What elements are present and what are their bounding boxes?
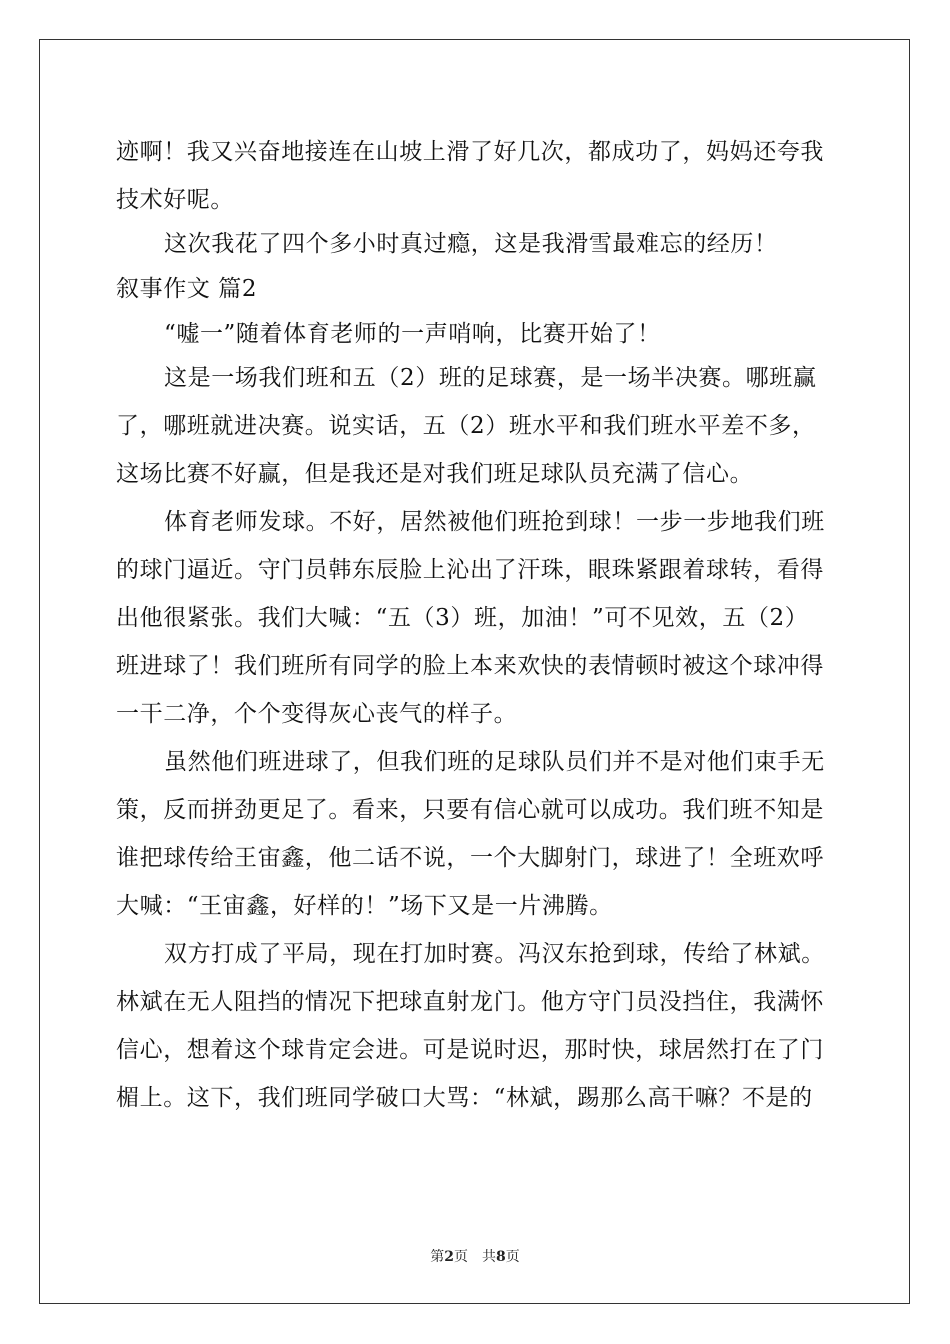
document-body bbox=[116, 128, 836, 1122]
text-line: 技术好呢。 bbox=[116, 187, 234, 213]
paragraph-start-line: 虽然他们班进球了，但我们班的足球队员们并不是对他们束手无 bbox=[164, 749, 825, 775]
paragraph-start-line: 体育老师发球。不好，居然被他们班抢到球！一步一步地我们班 bbox=[164, 509, 825, 535]
text-line: 信心，想着这个球肯定会进。可是说时迟，那时快，球居然打在了门 bbox=[116, 1037, 824, 1063]
text-line: 迹啊！我又兴奋地接连在山坡上滑了好几次，都成功了，妈妈还夸我 bbox=[116, 139, 824, 165]
page-label-suffix: 页 bbox=[505, 1249, 520, 1265]
text-line: 楣上。这下，我们班同学破口大骂：“林斌，踢那么高干嘛？不是的 bbox=[116, 1085, 813, 1111]
text-line: 大喊：“王宙鑫，好样的！”场下又是一片沸腾。 bbox=[116, 893, 613, 919]
paragraph-start-line: “嘘一”随着体育老师的一声哨响，比赛开始了！ bbox=[164, 321, 661, 347]
paragraph-start-line: 这次我花了四个多小时真过瘾，这是我滑雪最难忘的经历！ bbox=[164, 231, 778, 257]
text-line: 班进球了！我们班所有同学的脸上本来欢快的表情顿时被这个球冲得 bbox=[116, 653, 824, 679]
total-page-number: 8 bbox=[496, 1249, 506, 1265]
paragraph-start-line: 双方打成了平局，现在打加时赛。冯汉东抢到球，传给了林斌。 bbox=[164, 941, 825, 967]
section-heading: 叙事作文 篇2 bbox=[116, 276, 258, 302]
current-page-number: 2 bbox=[444, 1249, 454, 1265]
text-line: 林斌在无人阻挡的情况下把球直射龙门。他方守门员没挡住，我满怀 bbox=[116, 989, 824, 1015]
text-line: 的球门逼近。守门员韩东辰脸上沁出了汗珠，眼珠紧跟着球转，看得 bbox=[116, 557, 824, 583]
text-line: 这场比赛不好赢，但是我还是对我们班足球队员充满了信心。 bbox=[116, 461, 754, 487]
text-line: 策，反而拼劲更足了。看来，只要有信心就可以成功。我们班不知是 bbox=[116, 797, 824, 823]
text-line: 谁把球传给王宙鑫，他二话不说，一个大脚射门，球进了！全班欢呼 bbox=[116, 845, 824, 871]
paragraph-start-line: 这是一场我们班和五（2）班的足球赛，是一场半决赛。哪班赢 bbox=[164, 365, 817, 391]
page-label-mid: 页 共 bbox=[454, 1249, 496, 1265]
text-line: 一干二净，个个变得灰心丧气的样子。 bbox=[116, 701, 518, 727]
text-line: 出他很紧张。我们大喊：“五（3）班，加油！”可不见效，五（2） bbox=[116, 605, 809, 631]
page-label-prefix: 第 bbox=[430, 1249, 445, 1265]
page-footer bbox=[0, 1246, 950, 1266]
text-line: 了，哪班就进决赛。说实话，五（2）班水平和我们班水平差不多， bbox=[116, 413, 816, 439]
